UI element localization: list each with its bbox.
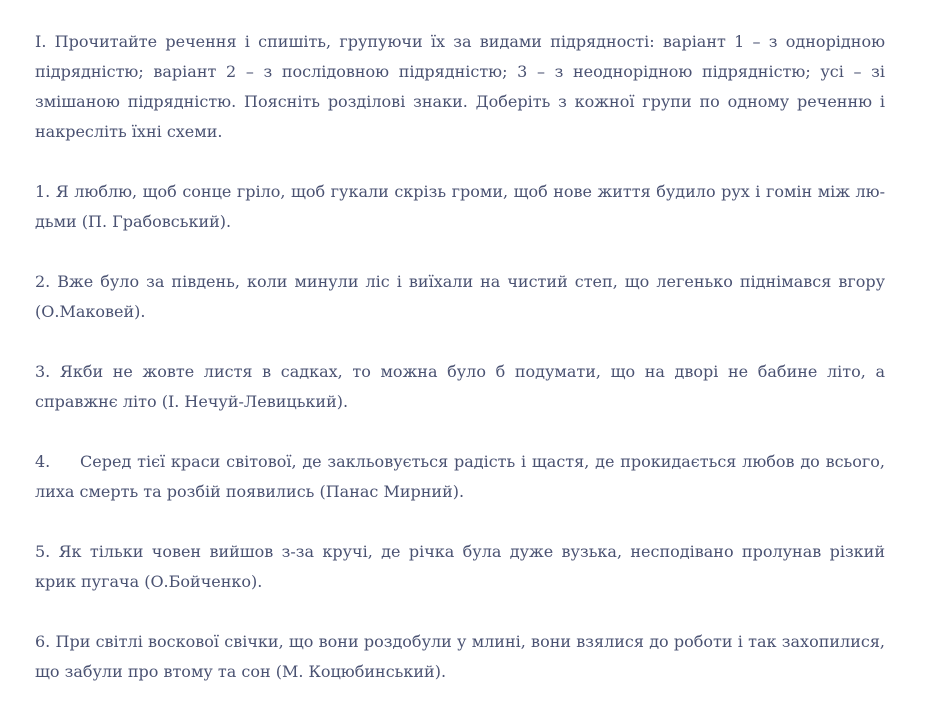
- task-instructions: І. Прочитайте речення і спишіть, групуючи їх за видами підрядності: варіант 1 – з однорідною підрядністю; варіант 2 – з послідовною підрядністю; 3 – з неоднорідною підрядністю; усі – зі змішаною підрядністю. Поясніть розділові знаки. Доберіть з кожної групи по одному реченню і накресліть їхні схеми.: [35, 32, 885, 141]
- sentence-1: [35, 177, 885, 237]
- sentence-number: 5.: [35, 542, 51, 561]
- document-body: [35, 27, 885, 687]
- sentence-number: 1.: [35, 182, 51, 201]
- sentence-5: [35, 537, 885, 597]
- sentence-4: [35, 447, 885, 507]
- sentence-6: [35, 627, 885, 687]
- sentence-text: При світлі воскової свічки, що вони роздобули у млині, вони взялися до роботи і так захопилися, що забули про втому та сон (М. Коцюбинський).: [35, 632, 885, 681]
- sentence-number: 3.: [35, 362, 51, 381]
- sentence-3: [35, 357, 885, 417]
- sentence-number: 4.: [35, 452, 51, 471]
- sentence-text: Якби не жовте листя в садках, то можна було б подумати, що на дворі не бабине літо, а справжнє літо (І. Нечуй-Левицький).: [35, 362, 885, 411]
- sentence-text: Як тільки човен вийшов з-за кручі, де річка була дуже вузька, несподівано пролунав різкий крик пугача (О.Бойченко).: [35, 542, 886, 591]
- sentence-text: Серед тієї краси світової, де закльовується радість і щастя, де прокидається любов до всього, лиха смерть та розбій появились (Панас Мирний).: [35, 452, 885, 501]
- sentence-number: 6.: [35, 632, 51, 651]
- sentence-text: Я люблю, щоб сонце гріло, щоб гукали скрізь громи, щоб нове життя будило рух і гомін між людьми (П. Грабовський).: [35, 182, 886, 231]
- sentence-2: [35, 267, 885, 327]
- sentence-text: Вже було за південь, коли минули ліс і виїхали на чистий степ, що легенько піднімався вгору (О.Маковей).: [35, 272, 886, 321]
- sentence-number: 2.: [35, 272, 51, 291]
